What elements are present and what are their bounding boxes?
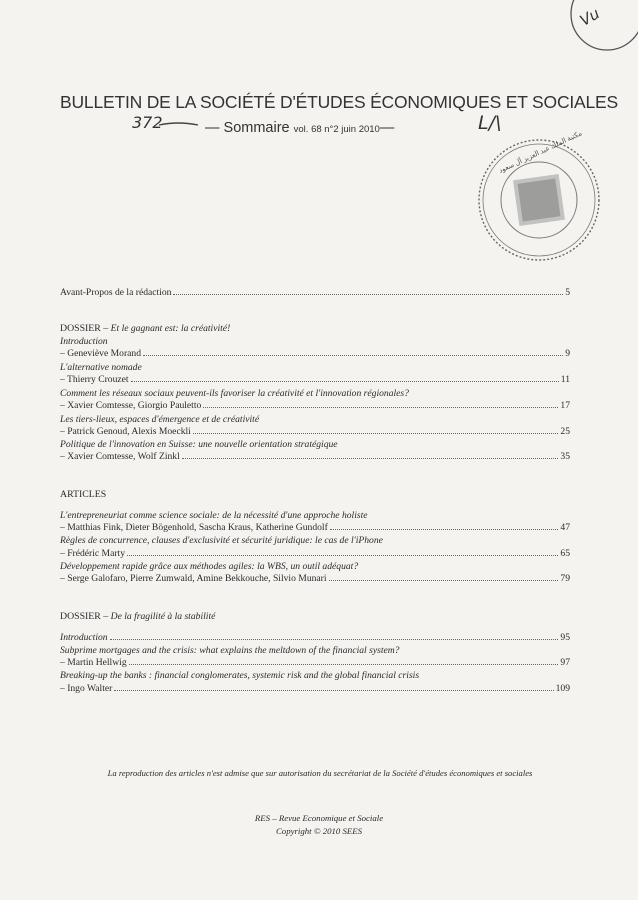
handwritten-number: 372 xyxy=(132,113,163,132)
toc-page: 11 xyxy=(560,374,570,385)
toc-title: Introduction xyxy=(60,336,108,347)
toc-page: 9 xyxy=(565,348,570,359)
toc-entry xyxy=(60,348,570,360)
toc-title: Règles de concurrence, clauses d'exclusivité et sécurité juridique: le cas de l'iPhone xyxy=(60,535,383,546)
handwritten-stroke xyxy=(158,120,200,128)
handwritten-mark: L/\ xyxy=(478,112,502,134)
toc-authors: – Xavier Comtesse, Giorgio Pauletto xyxy=(60,400,202,411)
toc-entry xyxy=(60,683,570,695)
toc-page: 79 xyxy=(560,573,570,584)
toc-entry xyxy=(60,426,570,438)
sommaire-dash: — xyxy=(379,120,395,136)
toc-authors: – Thierry Crouzet xyxy=(60,374,129,385)
toc-title: Introduction xyxy=(60,632,108,643)
toc-title: Breaking-up the banks : financial conglomerates, systemic risk and the global financial crisis xyxy=(60,670,420,681)
toc-page: 25 xyxy=(560,426,570,437)
toc-entry xyxy=(60,400,570,412)
toc-entry xyxy=(60,522,570,534)
toc-authors: – Patrick Genoud, Alexis Moeckli xyxy=(60,426,191,437)
toc-authors: – Xavier Comtesse, Wolf Zinkl xyxy=(60,451,180,462)
toc-title: Subprime mortgages and the crisis: what explains the meltdown of the financial system? xyxy=(60,645,400,656)
toc-authors: – Geneviève Morand xyxy=(60,348,141,359)
toc-entry xyxy=(60,632,570,644)
toc-authors: – Frédéric Marty xyxy=(60,548,126,559)
dossier2-heading xyxy=(60,611,215,623)
toc-entry xyxy=(60,451,570,463)
section-label: DOSSIER – xyxy=(60,611,109,622)
toc-authors: – Matthias Fink, Dieter Bögenhold, Sascha Kraus, Katherine Gundolf xyxy=(60,522,328,533)
res-line: RES – Revue Economique et Sociale xyxy=(254,813,384,823)
toc-page: 65 xyxy=(560,548,570,559)
sommaire-label: — Sommaire xyxy=(205,120,290,136)
toc-page: 5 xyxy=(565,287,570,298)
toc-entry xyxy=(60,573,570,585)
toc-page: 35 xyxy=(560,451,570,462)
toc-authors: – Ingo Walter xyxy=(60,683,113,694)
reproduction-notice: La reproduction des articles n'est admise que sur autorisation du secrétariat de la Société d'études économiques et sociales xyxy=(107,768,533,778)
toc-entry xyxy=(60,548,570,560)
toc-page: 47 xyxy=(560,522,570,533)
articles-heading: ARTICLES xyxy=(60,489,107,500)
library-stamp-text: مكتبة الملك عبد العزيز آل سعود xyxy=(497,129,584,175)
toc-page: 95 xyxy=(560,632,570,643)
corner-stamp-text: Vu xyxy=(576,4,603,30)
issue-info: vol. 68 n°2 juin 2010 xyxy=(293,124,380,135)
toc-authors: – Serge Galofaro, Pierre Zumwald, Amine Bekkouche, Silvio Munari xyxy=(60,573,327,584)
toc-authors: – Martin Hellwig xyxy=(60,657,127,668)
toc-entry xyxy=(60,657,570,669)
section-label: DOSSIER – xyxy=(60,323,109,334)
toc-avant-propos xyxy=(60,287,570,299)
toc-label: Avant-Propos de la rédaction xyxy=(60,287,172,298)
page-title: BULLETIN DE LA SOCIÉTÉ D'ÉTUDES ÉCONOMIQUES ET SOCIALES xyxy=(60,92,618,112)
toc-page: 109 xyxy=(555,683,570,694)
copyright: Copyright © 2010 SEES xyxy=(275,826,363,836)
toc-title: Les tiers-lieux, espaces d'émergence et de créativité xyxy=(60,414,260,425)
toc-title: L'alternative nomade xyxy=(60,362,142,373)
toc-title: Comment les réseaux sociaux peuvent-ils favoriser la créativité et l'innovation régionales? xyxy=(60,388,409,399)
section-theme: Et le gagnant est: la créativité! xyxy=(110,323,231,334)
toc-page: 17 xyxy=(560,400,570,411)
toc-title: L'entrepreneuriat comme science sociale: de la nécessité d'une approche holiste xyxy=(60,510,368,521)
toc-title: Politique de l'innovation en Suisse: une nouvelle orientation stratégique xyxy=(60,439,338,450)
toc-title: Développement rapide grâce aux méthodes agiles: la WBS, un outil adéquat? xyxy=(60,561,359,572)
toc-page: 97 xyxy=(560,657,570,668)
toc-entry xyxy=(60,374,570,386)
section-theme: De la fragilité à la stabilité xyxy=(110,611,216,622)
sommaire-line xyxy=(205,120,394,136)
dossier1-heading xyxy=(60,323,230,335)
